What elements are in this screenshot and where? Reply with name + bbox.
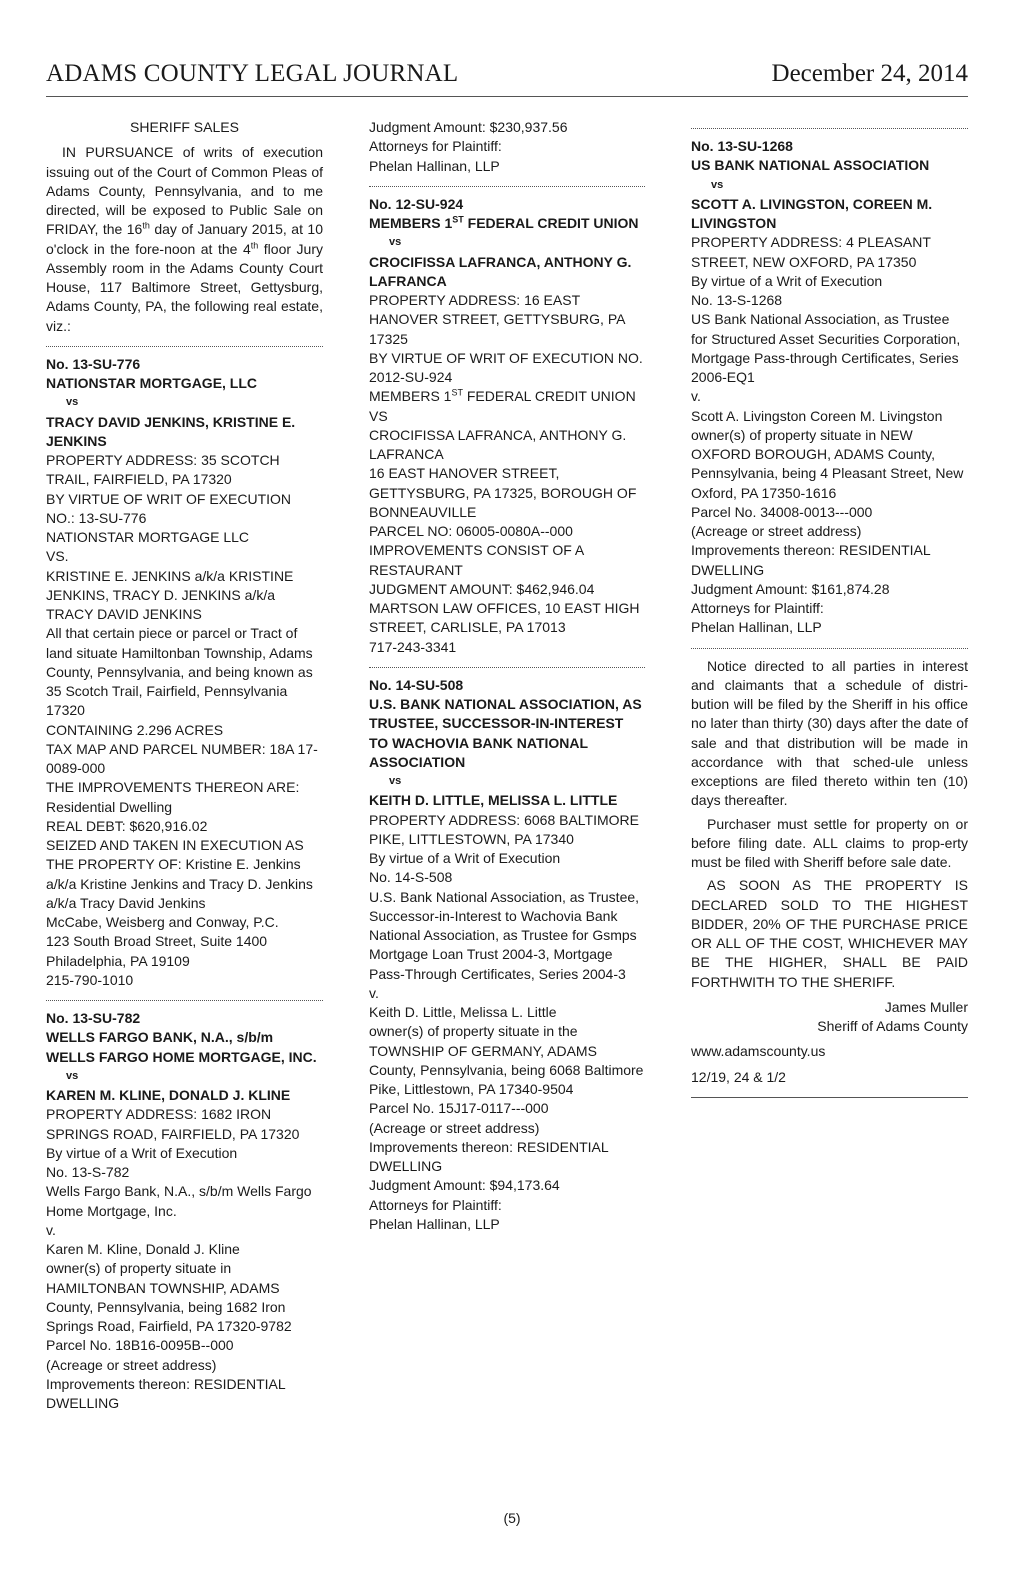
case-line: 717-243-3341 (369, 638, 457, 655)
case-line: BY VIRTUE OF WRIT OF EXECUTION NO.: 13-SU-776 (46, 490, 292, 526)
case-line: v. (369, 984, 379, 1001)
versus: vs (711, 178, 724, 191)
plaintiff: WELLS FARGO BANK, N.A., s/b/m WELLS FARGO HOME MORTGAGE, INC. (46, 1029, 317, 1065)
case-line: CONTAINING 2.296 ACRES (46, 721, 224, 738)
case-line: Parcel No. 15J17-0117---000 (369, 1100, 549, 1117)
case-line: Phelan Hallinan, LLP (369, 1215, 500, 1232)
case-12-su-924 (369, 195, 645, 657)
case-line: Parcel No. 34008-0013---000 (691, 503, 873, 520)
purchaser-notice: Purchaser must settle for property on or before filing date. ALL claims to prop-erty must be filed with Sheriff before sale date. (691, 815, 968, 870)
column-2 (369, 118, 645, 1234)
case-number: No. 13-SU-782 (46, 1010, 141, 1026)
case-line: owner(s) of property situate in the TOWNSHIP OF GERMANY, ADAMS County, Pennsylvania, being 6068 Baltimore Pike, Littlestown, PA 17340-9504 (369, 1023, 644, 1097)
case-line: MEMBERS 1ST FEDERAL CREDIT UNION (369, 387, 636, 405)
case-line: No. 13-S-782 (46, 1164, 130, 1180)
case-line: Judgment Amount: $94,173.64 (369, 1177, 560, 1194)
case-line: No. 13-S-1268 (691, 292, 783, 308)
issue-date: December 24, 2014 (771, 60, 968, 87)
defendant: KAREN M. KLINE, DONALD J. KLINE (46, 1087, 291, 1103)
case-line: Philadelphia, PA 19109 (46, 952, 190, 969)
intro-paragraph: IN PURSUANCE of writs of execution issuing out of the Court of Common Pleas of Adams County, Pennsylvania, and to me directed, will be exposed to Public Sale on FRIDAY, the 16th day of January 2015, at 10 o'clock in the fore-noon at the 4th floor Jury Assembly room in the Adams County Court House, 117 Baltimore Street, Gettysburg, Adams County, PA, the following real estate, viz.: (46, 144, 324, 334)
case-line: VS (369, 407, 388, 424)
case-line: 215-790-1010 (46, 971, 134, 988)
defendant: KEITH D. LITTLE, MELISSA L. LITTLE (369, 792, 618, 809)
masthead (46, 56, 968, 97)
case-line: v. (46, 1221, 56, 1238)
case-line: Wells Fargo Bank, N.A., s/b/m Wells Fargo Home Mortgage, Inc. (46, 1183, 312, 1219)
case-13-su-1268 (691, 137, 968, 638)
case-line: Judgment Amount: $161,874.28 (691, 580, 890, 597)
divider (369, 186, 645, 187)
case-line: SEIZED AND TAKEN IN EXECUTION AS THE PROPERTY OF: Kristine E. Jenkins a/k/a Kristine Jenkins and Tracy D. Jenkins a/k/a Tracy David Jenkins (46, 837, 313, 911)
case-line: PROPERTY ADDRESS: 4 PLEASANT STREET, NEW OXFORD, PA 17350 (691, 234, 931, 270)
signer-name: James Muller (884, 998, 968, 1015)
case-line: NATIONSTAR MORTGAGE LLC (46, 529, 250, 545)
case-line: US Bank National Association, as Trustee for Structured Asset Securities Corporation, Mortgage Pass-through Certificates, Series 2006-EQ1 (691, 311, 961, 385)
case-line: REAL DEBT: $620,916.02 (46, 817, 208, 834)
case-line: By virtue of a Writ of Execution (369, 850, 561, 866)
case-line: Scott A. Livingston Coreen M. Livingston owner(s) of property situate in NEW OXFORD BOROUGH, ADAMS County, Pennsylvania, being 4 Pleasant Street, New Oxford, PA 17350-1616 (691, 407, 964, 501)
plaintiff: U.S. BANK NATIONAL ASSOCIATION, AS TRUSTEE, SUCCESSOR-IN-INTEREST TO WACHOVIA BANK NATIONAL ASSOCIATION (369, 696, 642, 770)
case-line: By virtue of a Writ of Execution (46, 1144, 238, 1161)
divider (46, 1000, 323, 1001)
payment-notice: AS SOON AS THE PROPERTY IS DECLARED SOLD TO THE HIGHEST BIDDER, 20% OF THE PURCHASE PRICE OR ALL OF THE COST, WHICHEVER MAY BE THE HIGHER, SHALL BE PAID FORTHWITH TO THE SHERIFF. (691, 877, 968, 990)
case-line: McCabe, Weisberg and Conway, P.C. (46, 914, 279, 930)
case-line: VS. (46, 548, 69, 565)
case-line: Judgment Amount: $230,937.56 (369, 119, 568, 135)
versus: vs (389, 775, 402, 787)
case-line: Improvements thereon: RESIDENTIAL DWELLING (46, 1375, 286, 1411)
divider (691, 128, 968, 129)
case-line: MARTSON LAW OFFICES, 10 EAST HIGH STREET, CARLISLE, PA 17013 (369, 600, 640, 636)
case-line: owner(s) of property situate in HAMILTONBAN TOWNSHIP, ADAMS County, Pennsylvania, being 1682 Iron Springs Road, Fairfield, PA 17320-9782 (46, 1260, 292, 1334)
signer-title: Sheriff of Adams County (817, 1018, 968, 1034)
case-line: (Acreage or street address) (369, 1119, 540, 1136)
distribution-notice: Notice directed to all parties in interest and claimants that a schedule of distri-bution will be filed by the Sheriff in his office no later than thirty (30) days after the date of sale and that distribution will be made in accordance with that sched-ule unless exceptions are filed thereto within ten (10) days thereafter. (691, 657, 968, 809)
website-link[interactable]: www.adamscounty.us (691, 1043, 826, 1060)
case-line: THE IMPROVEMENTS THEREON ARE: Residential Dwelling (46, 779, 300, 815)
case-line: PROPERTY ADDRESS: 1682 IRON SPRINGS ROAD, FAIRFIELD, PA 17320 (46, 1106, 300, 1142)
case-line: TAX MAP AND PARCEL NUMBER: 18A 17-0089-000 (46, 740, 318, 776)
divider (46, 346, 323, 347)
case-line: Attorneys for Plaintiff: (369, 138, 502, 155)
versus: vs (389, 236, 402, 249)
plaintiff: US BANK NATIONAL ASSOCIATION (691, 157, 930, 174)
case-line: Attorneys for Plaintiff: (369, 1196, 502, 1213)
case-13-su-782 (46, 1009, 323, 1413)
versus: vs (66, 396, 79, 409)
case-line: PROPERTY ADDRESS: 16 EAST HANOVER STREET, GETTYSBURG, PA 17325 (369, 292, 625, 347)
case-line: KRISTINE E. JENKINS a/k/a KRISTINE JENKINS, TRACY D. JENKINS a/k/a TRACY DAVID JENKINS (46, 567, 294, 622)
case-line: All that certain piece or parcel or Tract of land situate Hamiltonban Township, Adams County, Pennsylvania, and being known as 35 Scotch Trail, Fairfield, Pennsylvania 17320 (46, 625, 313, 719)
defendant: CROCIFISSA LAFRANCA, ANTHONY G. LAFRANCA (369, 253, 632, 289)
case-line: PROPERTY ADDRESS: 6068 BALTIMORE PIKE, LITTLESTOWN, PA 17340 (369, 811, 639, 847)
plaintiff: MEMBERS 1ST FEDERAL CREDIT UNION (369, 214, 639, 231)
case-line: PARCEL NO: 06005-0080A--000 (369, 523, 573, 539)
column-3 (691, 118, 968, 1098)
defendant: SCOTT A. LIVINGSTON, COREEN M. LIVINGSTON (691, 195, 933, 231)
case-number: No. 12-SU-924 (369, 195, 464, 212)
versus: vs (66, 1069, 79, 1082)
divider (369, 667, 645, 668)
case-line: No. 14-S-508 (369, 869, 453, 886)
plaintiff: NATIONSTAR MORTGAGE, LLC (46, 375, 258, 391)
case-line: Phelan Hallinan, LLP (369, 157, 500, 174)
case-line: IMPROVEMENTS CONSIST OF A RESTAURANT (369, 542, 584, 578)
case-number: No. 14-SU-508 (369, 676, 464, 693)
publication-dates: 12/19, 24 & 1/2 (691, 1068, 786, 1085)
sheriff-sales-heading: SHERIFF SALES (130, 119, 239, 135)
case-14-su-508 (369, 676, 645, 1234)
case-line: Improvements thereon: RESIDENTIAL DWELLING (369, 1138, 609, 1174)
case-line: CROCIFISSA LAFRANCA, ANTHONY G. LAFRANCA (369, 426, 627, 462)
case-number: No. 13-SU-776 (46, 355, 141, 372)
case-line: Karen M. Kline, Donald J. Kline (46, 1241, 240, 1257)
case-line: Keith D. Little, Melissa L. Little (369, 1004, 557, 1020)
case-line: By virtue of a Writ of Execution (691, 272, 883, 289)
case-line: (Acreage or street address) (46, 1356, 217, 1373)
case-13-su-776 (46, 355, 323, 990)
case-line: U.S. Bank National Association, as Trustee, Successor-in-Interest to Wachovia Bank National Association, as Trustee for Gsmps Mortgage Loan Trust 2004-3, Mortgage Pass-Through Certificates, Series 2004-3 (369, 888, 640, 982)
case-line: BY VIRTUE OF WRIT OF EXECUTION NO. 2012-SU-924 (369, 349, 643, 385)
end-rule (691, 1097, 968, 1098)
case-line: 123 South Broad Street, Suite 1400 (46, 933, 268, 950)
case-line: Attorneys for Plaintiff: (691, 600, 824, 616)
journal-title: ADAMS COUNTY LEGAL JOURNAL (46, 60, 459, 87)
column-1 (46, 118, 323, 1413)
page-number: (5) (503, 1510, 521, 1526)
case-number: No. 13-SU-1268 (691, 138, 793, 154)
case-line: 16 EAST HANOVER STREET, GETTYSBURG, PA 17325, BOROUGH OF BONNEAUVILLE (369, 465, 637, 520)
divider (691, 648, 968, 649)
case-line: (Acreage or street address) (691, 523, 862, 539)
case-line: JUDGMENT AMOUNT: $462,946.04 (369, 580, 595, 597)
case-line: Improvements thereon: RESIDENTIAL DWELLING (691, 542, 931, 578)
case-13-su-782-continued (369, 118, 645, 176)
defendant: TRACY DAVID JENKINS, KRISTINE E. JENKINS (46, 413, 296, 449)
case-line: PROPERTY ADDRESS: 35 SCOTCH TRAIL, FAIRFIELD, PA 17320 (46, 452, 280, 488)
case-line: Parcel No. 18B16-0095B--000 (46, 1337, 234, 1354)
case-line: v. (691, 388, 701, 405)
case-line: Phelan Hallinan, LLP (691, 619, 822, 636)
